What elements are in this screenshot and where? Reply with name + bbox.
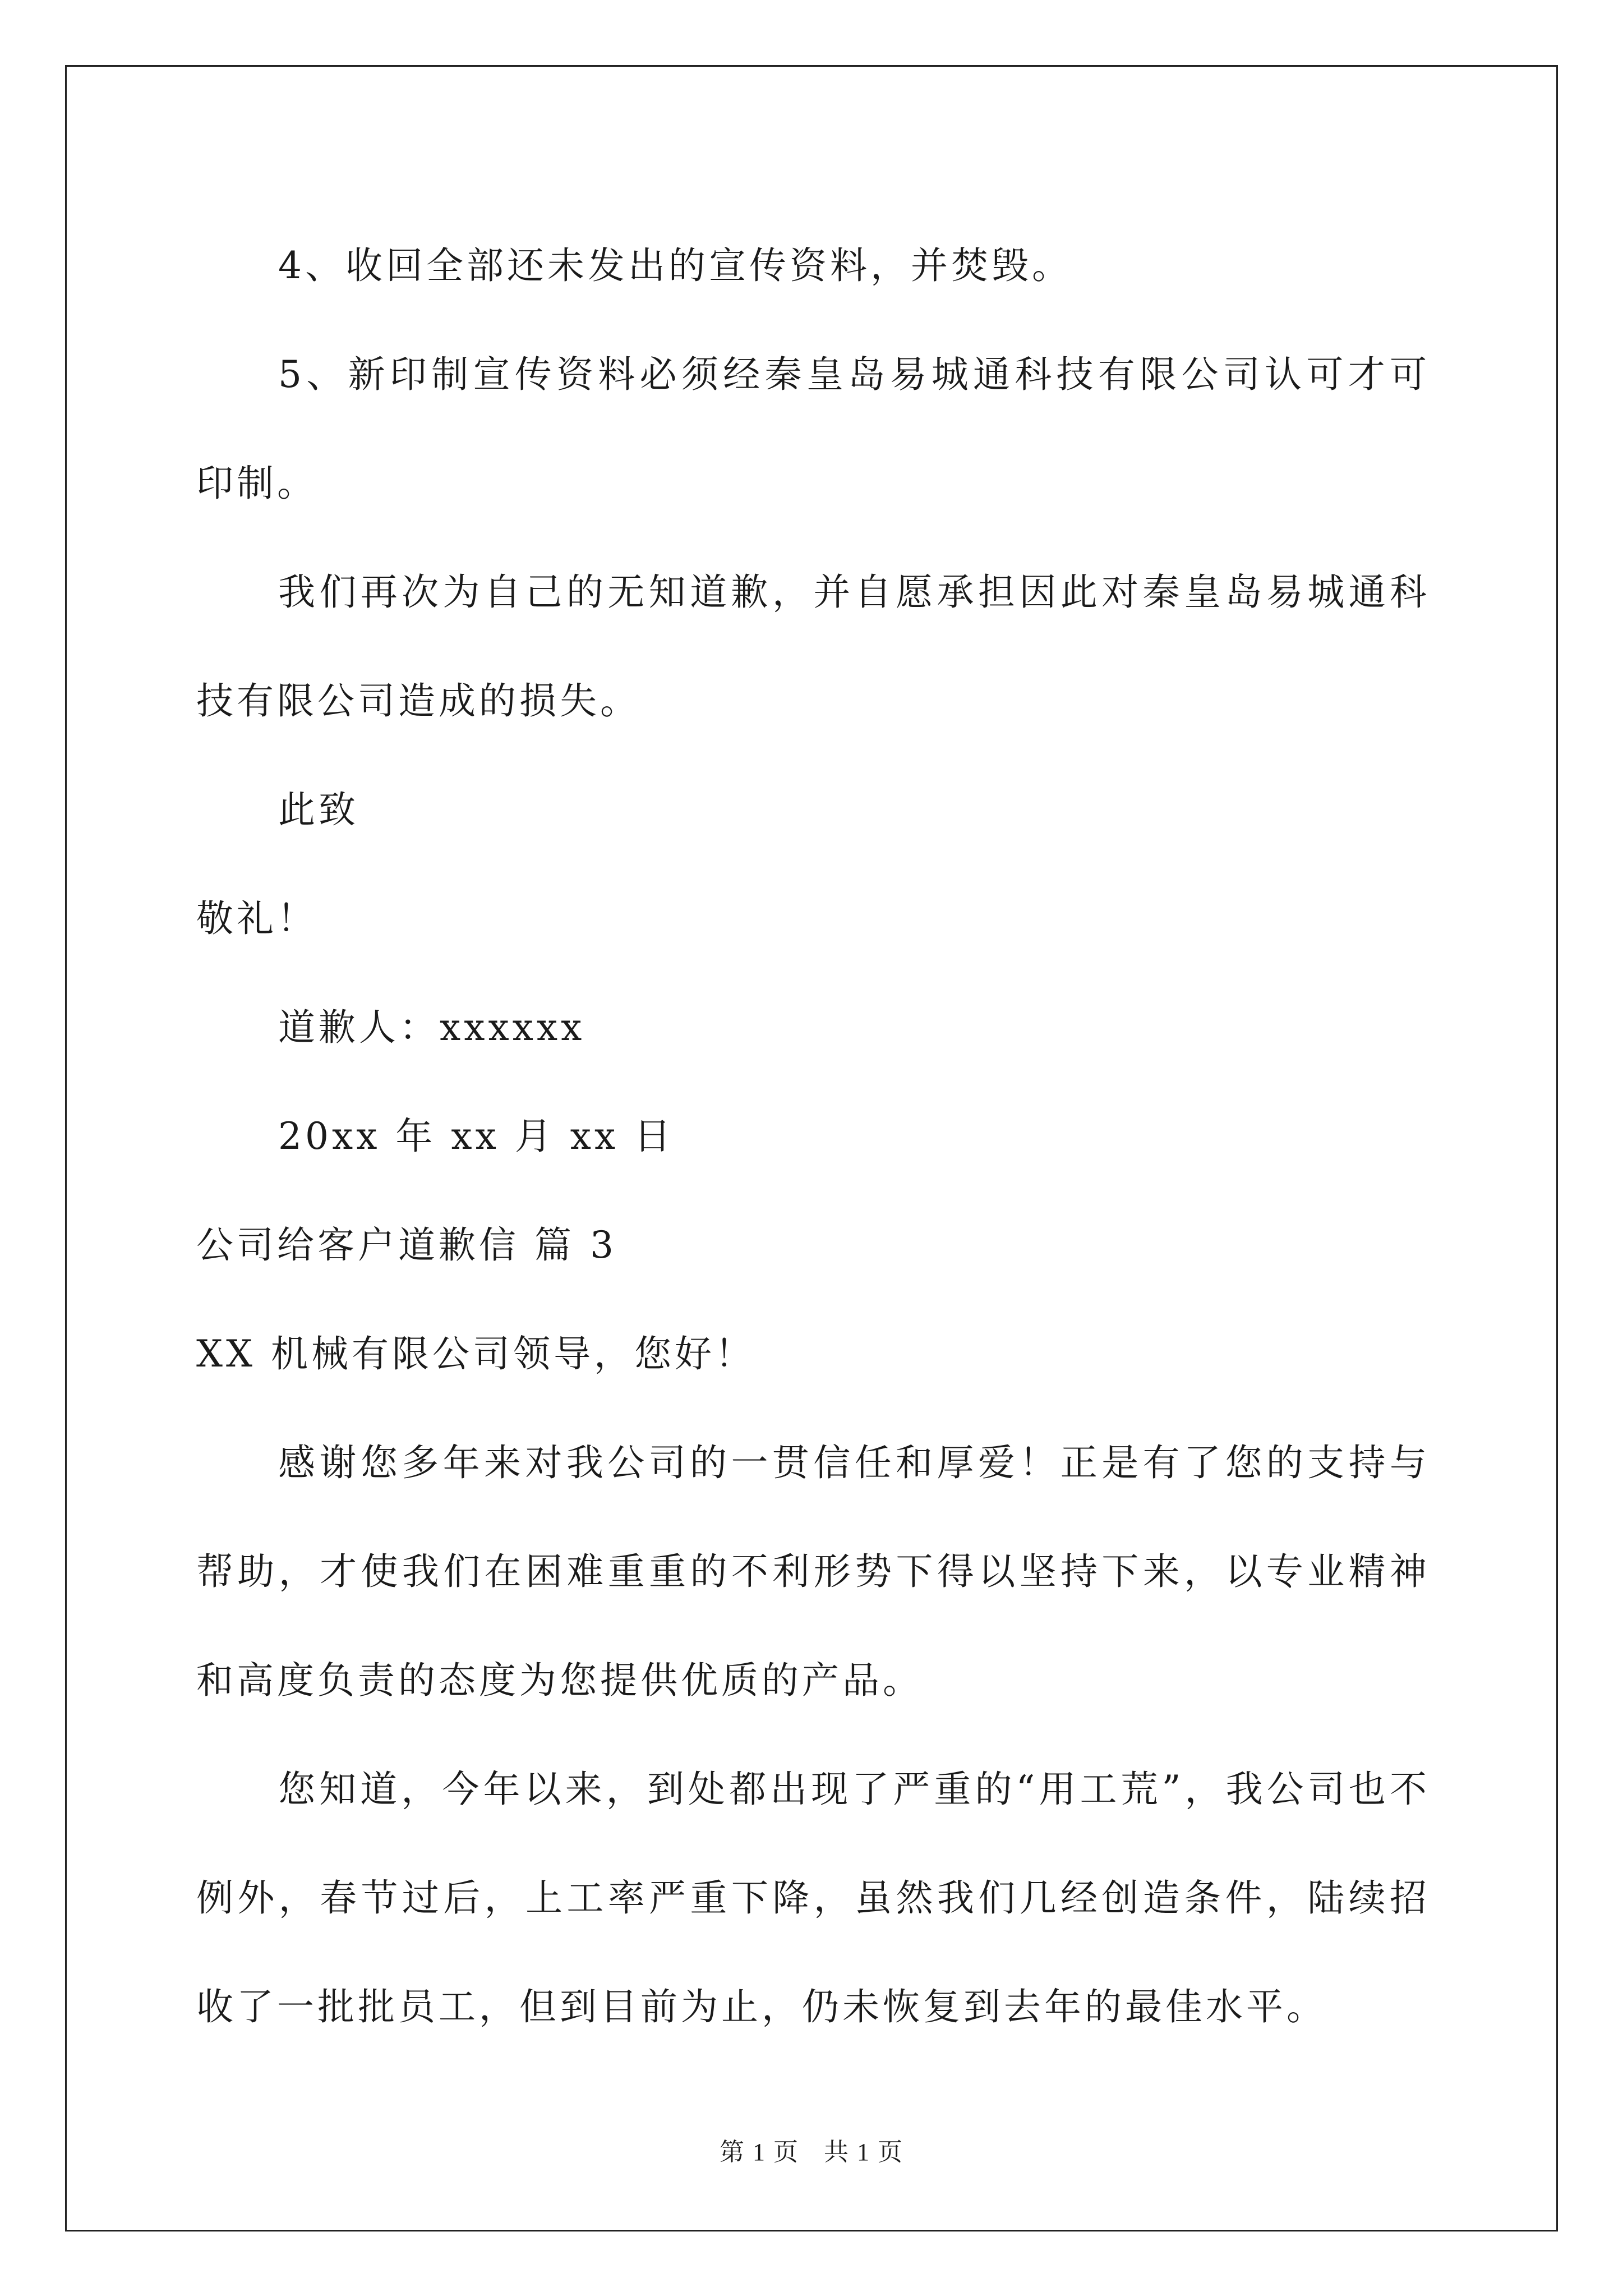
page-number: 第 1 页	[720, 2138, 799, 2166]
paragraph-apology: 我们再次为自己的无知道歉，并自愿承担因此对秦皇岛易城通科技有限公司造成的损失。	[196, 570, 1430, 723]
paragraph-labor-shortage: 您知道，今年以来，到处都出现了严重的“用工荒”，我公司也不例外，春节过后，上工率严重下降，虽然我们几经创造条件，陆续招收了一批批员工，但到目前为止，仍未恢复到去年的最佳水平。	[196, 1768, 1430, 2028]
letter-greeting: XX 机械有限公司领导，您好！	[196, 1332, 755, 1375]
signature-line: 道歉人：xxxxxx	[278, 1006, 585, 1049]
document-body	[196, 211, 1430, 2062]
paragraph-item-4: 4、收回全部还未发出的宣传资料，并焚毁。	[278, 244, 1072, 287]
paragraph-item-5: 5、新印制宣传资料必须经秦皇岛易城通科技有限公司认可才可印制。	[196, 353, 1430, 505]
date-line: 20xx 年 xx 月 xx 日	[278, 1115, 675, 1158]
closing-salutation: 此致	[278, 788, 359, 831]
paragraph-thanks: 感谢您多年来对我公司的一贯信任和厚爱！正是有了您的支持与帮助，才使我们在困难重重的不利形势下得以坚持下来，以专业精神和高度负责的态度为您提供优质的产品。	[196, 1441, 1430, 1702]
page-footer	[0, 2132, 1623, 2168]
closing-regards: 敬礼！	[196, 897, 317, 940]
section-heading: 公司给客户道歉信 篇 3	[196, 1223, 617, 1267]
page-total: 共 1 页	[824, 2138, 903, 2166]
